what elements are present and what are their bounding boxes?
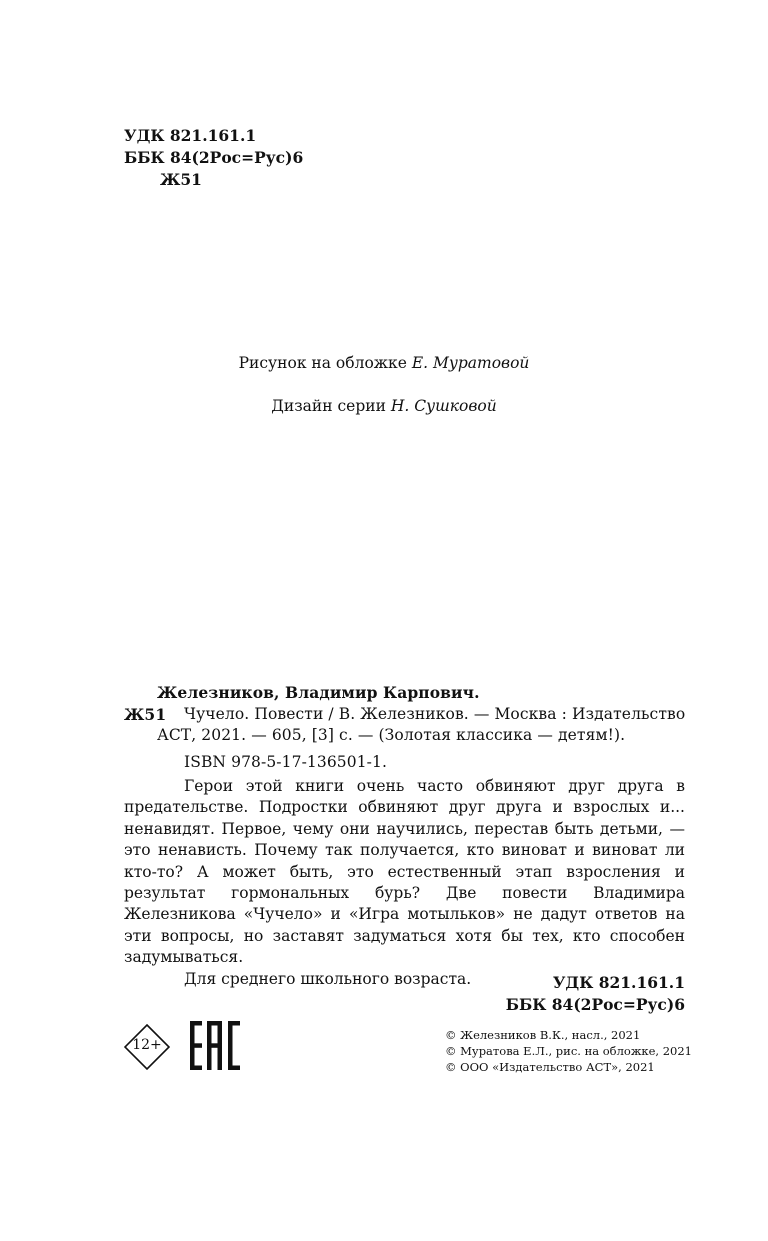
age-rating-badge: [124, 1024, 170, 1070]
copyright-publisher: © ООО «Издательство АСТ», 2021: [445, 1060, 655, 1074]
copyright-illustrator: © Муратова Е.Л., рис. на обложке, 2021: [445, 1044, 692, 1058]
udk-code: УДК 821.161.1: [124, 126, 257, 145]
record-bbk: ББК 84(2Рос=Рус)6: [505, 995, 685, 1014]
design-artist: Н. Сушковой: [390, 397, 497, 415]
design-credit: [0, 397, 768, 415]
design-credit-prefix: Дизайн серии: [271, 397, 391, 415]
bbk-code: ББК 84(2Рос=Рус)6: [124, 148, 304, 167]
copyright-author: © Железников В.К., насл., 2021: [445, 1028, 641, 1042]
author-mark: Ж51: [160, 170, 202, 189]
audience-note: Для среднего школьного возраста.: [184, 969, 472, 988]
record-author-mark: Ж51: [124, 705, 167, 724]
eac-logo-icon: [190, 1021, 240, 1071]
annotation-block: [124, 776, 685, 990]
age-rating-label: 12+: [132, 1037, 162, 1053]
record-imprint-line: АСТ, 2021. — 605, [3] с. — (Золотая классика — детям!).: [157, 726, 626, 744]
record-udk: УДК 821.161.1: [552, 973, 685, 992]
eac-mark: [190, 1021, 240, 1075]
record-title-line: Чучело. Повести / В. Железников. — Москва : Издательство: [184, 705, 686, 723]
cover-artist: Е. Муратовой: [411, 354, 530, 372]
record-isbn: ISBN 978-5-17-136501-1.: [184, 753, 387, 771]
record-author: Железников, Владимир Карпович.: [157, 683, 480, 702]
cover-credit: [0, 354, 768, 372]
annotation-text: Герои этой книги очень часто обвиняют друг друга в предательстве. Подростки обвиняют друг друга и взрослых и... ненавидят. Первое, чему они научились, перестав быть детьми, — это ненависть. Почему так получается, кто виноват и виноват ли кто-то? А может быть, это естественный этап взросления и результат гормональных бурь? Две повести Владимира Железникова «Чучело» и «Игра мотыльков» не дадут ответов на эти вопросы, но заставят задуматься хотя бы тех, кто способен задумываться.: [124, 777, 685, 967]
cover-credit-prefix: Рисунок на обложке: [238, 354, 412, 372]
